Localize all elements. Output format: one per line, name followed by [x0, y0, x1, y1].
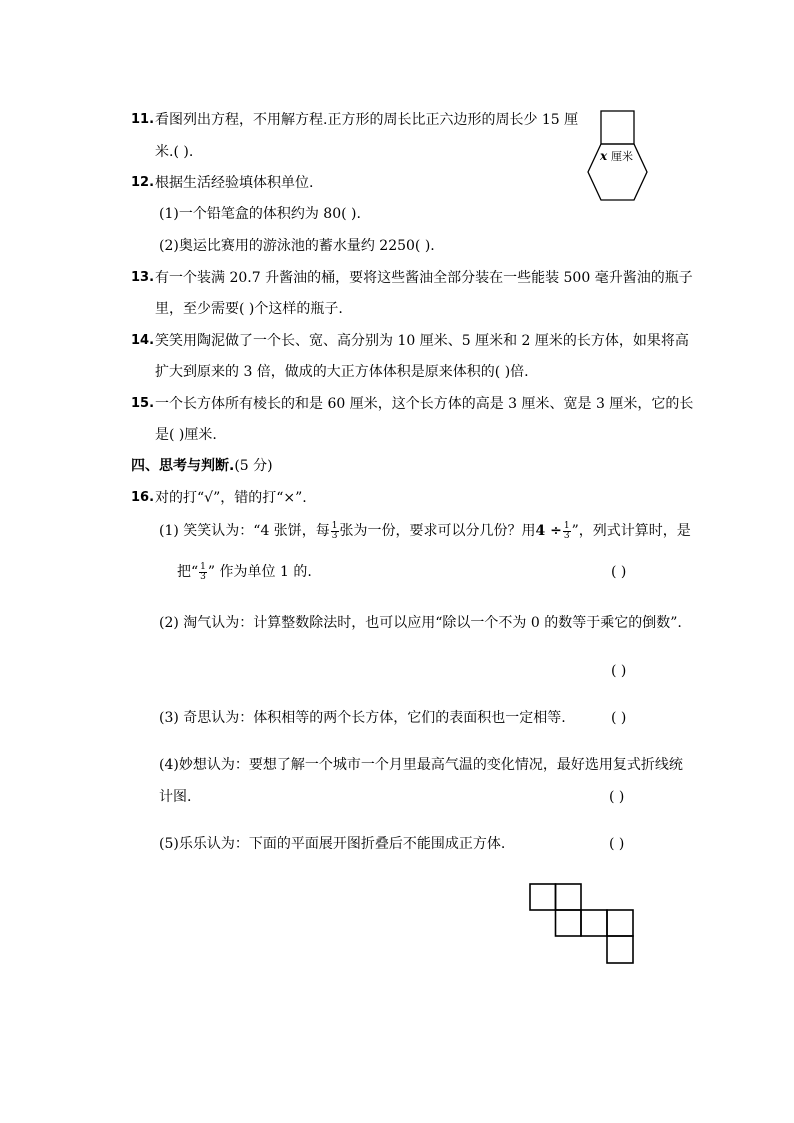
q16-instruction: 对的打“√”，错的打“×”. — [155, 490, 307, 506]
q11-line2: 米.( ). — [155, 144, 194, 160]
q12-sub2: (2)奥运比赛用的游泳池的蓄水量约 2250( ). — [159, 238, 435, 254]
square-hexagon-figure — [584, 108, 664, 204]
fraction-denominator: 3 — [200, 571, 206, 582]
q12-sub1: (1)一个铅笔盒的体积约为 80( ). — [159, 206, 361, 222]
q16-s4-line2: 计图. — [159, 789, 192, 805]
fraction-denominator: 3 — [563, 530, 570, 541]
q16-s1-answer-blank[interactable]: ( ) — [611, 564, 627, 580]
q16-s1-part3: ”，列式计算时，是 — [571, 523, 691, 539]
net-square — [556, 910, 582, 936]
q16-s1-line1 — [159, 521, 691, 541]
q16-number: 16. — [131, 490, 155, 505]
q16-s1-line2-a: 把“ — [177, 564, 199, 580]
q16-s1-part2: 张为一份，要求可以分几份？用 — [339, 523, 536, 539]
q16-s2-answer-blank[interactable]: ( ) — [611, 663, 627, 679]
fraction-numerator: 1 — [563, 520, 570, 531]
q11-number: 11. — [131, 112, 155, 127]
q16-s3: (3) 奇思认为：体积相等的两个长方体，它们的表面积也一定相等. — [159, 710, 566, 726]
figure-square — [601, 111, 634, 144]
q12-title: 根据生活经验填体积单位. — [155, 175, 314, 191]
q13-line1: 有一个装满 20.7 升酱油的桶，要将这些酱油全部分装在一些能装 500 毫升酱油的瓶子 — [155, 270, 693, 286]
fraction-numerator: 1 — [331, 520, 338, 531]
q16-s3-answer-blank[interactable]: ( ) — [611, 710, 627, 726]
section4-points: (5 分) — [234, 458, 273, 474]
net-square — [530, 884, 556, 910]
q16-s4-line1: (4)妙想认为：要想了解一个城市一个月里最高气温的变化情况，最好选用复式折线统 — [159, 757, 683, 773]
q11-line1: 看图列出方程，不用解方程.正方形的周长比正六边形的周长少 15 厘 — [155, 112, 579, 128]
q16-s1-line2-b: ” 作为单位 1 的. — [207, 564, 312, 580]
q16-s5-answer-blank[interactable]: ( ) — [609, 836, 625, 852]
net-square — [607, 910, 633, 936]
figure-label-var: x — [600, 149, 608, 163]
fraction-one-third — [563, 522, 571, 541]
cube-net-figure — [529, 883, 635, 965]
section4-heading — [131, 456, 273, 476]
q16-s4-answer-blank[interactable]: ( ) — [609, 789, 625, 805]
q14-line1: 笑笑用陶泥做了一个长、宽、高分别为 10 厘米、5 厘米和 2 厘米的长方体，如果将高 — [155, 333, 689, 349]
q16-s2-line1: (2) 淘气认为：计算整数除法时，也可以应用“除以一个不为 0 的数等于乘它的倒数”. — [159, 615, 682, 631]
q15-line2: 是( )厘米. — [155, 427, 217, 443]
section4-title: 四、思考与判断. — [131, 458, 235, 474]
fraction-numerator: 1 — [200, 561, 206, 572]
fraction-one-third — [199, 563, 207, 582]
q12-number: 12. — [131, 175, 155, 190]
q13-line2: 里，至少需要( )个这样的瓶子. — [155, 301, 343, 317]
q15-number: 15. — [131, 396, 155, 411]
q16-s1-line2 — [177, 562, 312, 582]
fraction-one-third — [331, 522, 339, 541]
net-square — [556, 884, 582, 910]
q16-s1-expression: 4 ÷ — [535, 523, 562, 539]
q15-line1: 一个长方体所有棱长的和是 60 厘米，这个长方体的高是 3 厘米、宽是 3 厘米，它的长 — [155, 396, 694, 412]
net-square — [581, 910, 607, 936]
q14-number: 14. — [131, 333, 155, 348]
fraction-denominator: 3 — [331, 530, 338, 541]
q16-s5: (5)乐乐认为：下面的平面展开图折叠后不能围成正方体. — [159, 836, 506, 852]
q16-s1-part1: (1) 笑笑认为：“4 张饼，每 — [159, 523, 330, 539]
net-square — [607, 936, 633, 963]
q13-number: 13. — [131, 270, 155, 285]
figure-label-unit: 厘米 — [611, 150, 633, 163]
q14-line2: 扩大到原来的 3 倍，做成的大正方体体积是原来体积的( )倍. — [155, 364, 529, 380]
